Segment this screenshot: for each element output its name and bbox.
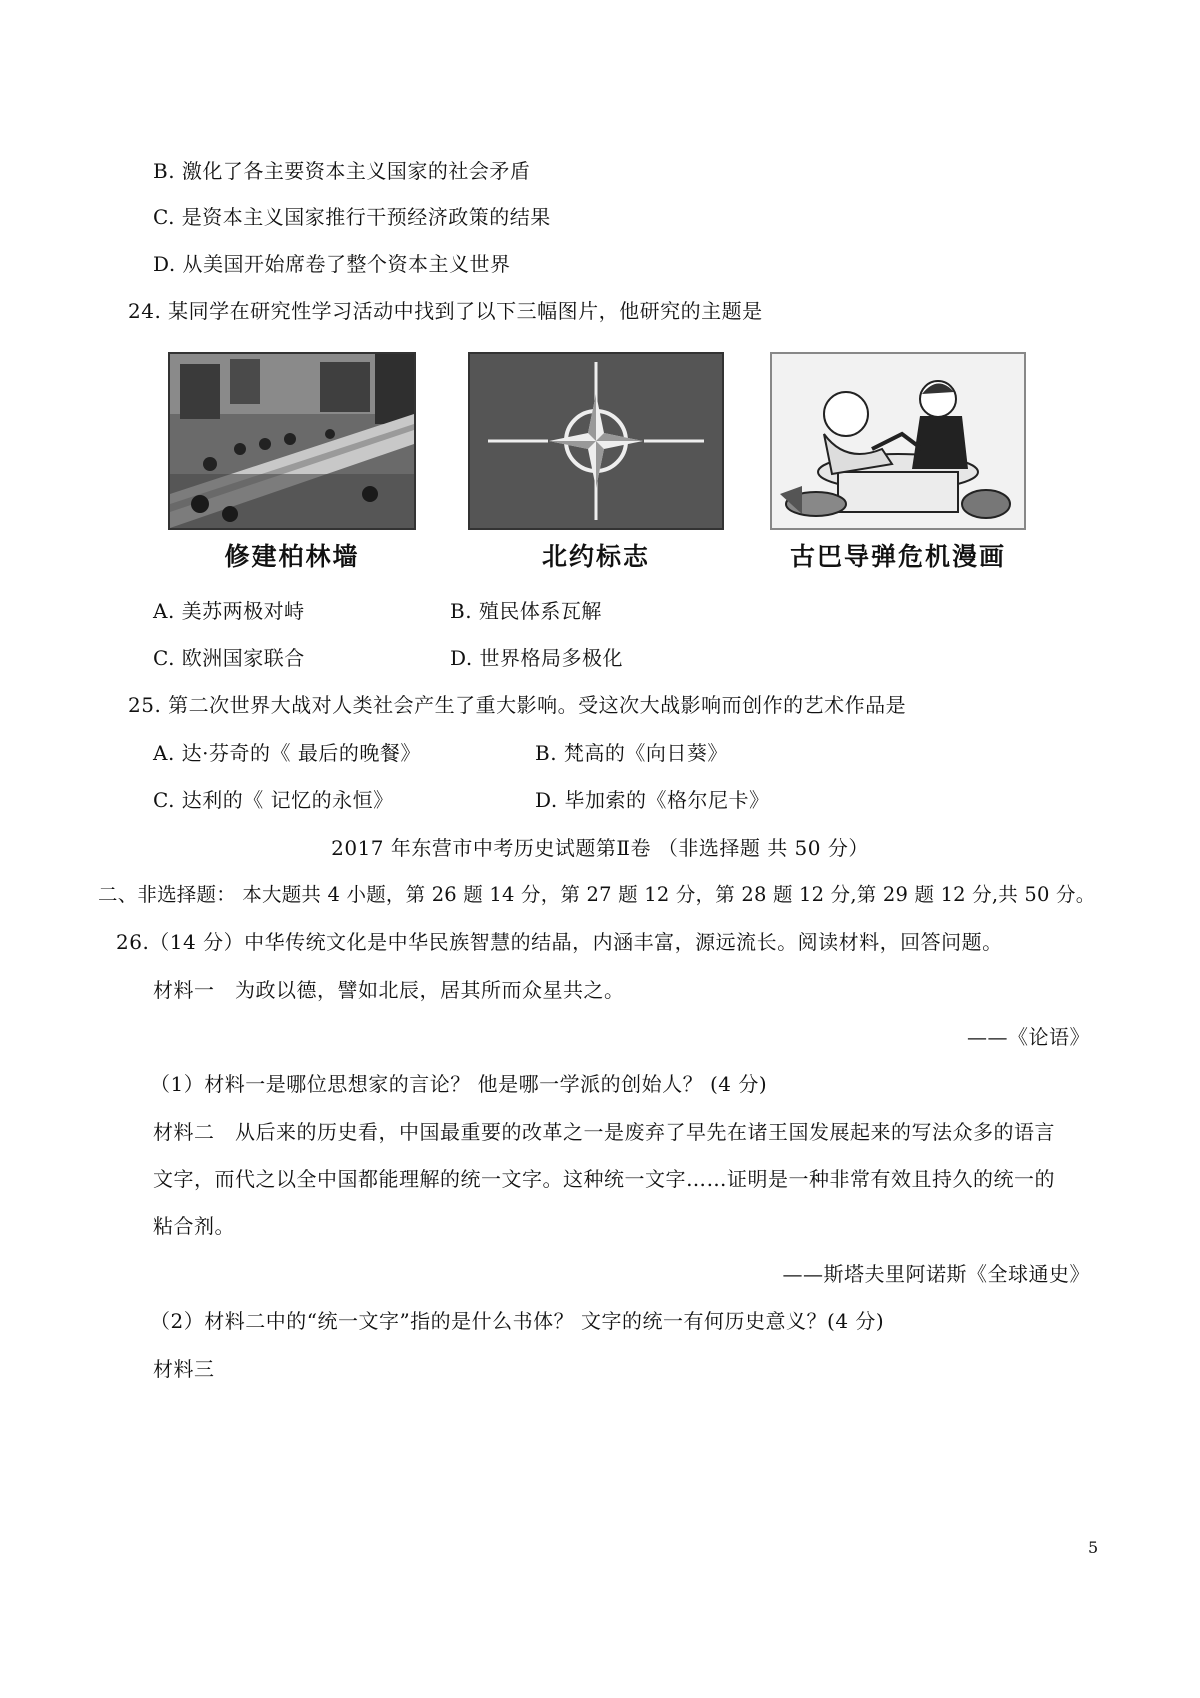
q26-material-1: 材料一 为政以德，譬如北辰，居其所而众星共之。	[153, 978, 625, 1002]
q24-stem: 24. 某同学在研究性学习活动中找到了以下三幅图片，他研究的主题是	[128, 299, 763, 323]
q24-option-b: B. 殖民体系瓦解	[450, 599, 602, 623]
q26-material-3-label: 材料三	[153, 1357, 215, 1381]
figure-berlin-wall	[168, 352, 416, 577]
q25-option-b: B. 梵高的《向日葵》	[535, 741, 728, 765]
figure-caption-berlin-wall: 修建柏林墙	[224, 542, 360, 571]
figure-caption-nato: 北约标志	[541, 542, 650, 571]
berlin-wall-photo-icon	[168, 352, 416, 530]
q26-material-2-line-2: 文字，而代之以全中国都能理解的统一文字。这种统一文字……证明是一种非常有效且持久的统一的	[153, 1167, 1055, 1191]
q26-material-2-line-3: 粘合剂。	[153, 1214, 235, 1238]
q24-option-a: A. 美苏两极对峙	[153, 599, 305, 623]
arm-wrestling-cartoon-icon	[770, 352, 1026, 530]
q25-option-c: C. 达利的《 记忆的永恒》	[153, 788, 394, 812]
q26-subquestion-1: （1）材料一是哪位思想家的言论？ 他是哪一学派的创始人？ (4 分)	[150, 1072, 768, 1096]
q26-stem: 26.（14 分）中华传统文化是中华民族智慧的结晶，内涵丰富，源远流长。阅读材料，回答问题。	[116, 930, 1003, 954]
q26-material-2-source: ——斯塔夫里阿诺斯《全球通史》	[782, 1262, 1090, 1286]
q24-option-d: D. 世界格局多极化	[450, 646, 624, 670]
q23-option-b: B. 激化了各主要资本主义国家的社会矛盾	[153, 159, 531, 183]
q25-stem: 25. 第二次世界大战对人类社会产生了重大影响。受这次大战影响而创作的艺术作品是	[128, 693, 907, 717]
q24-option-c: C. 欧洲国家联合	[153, 646, 305, 670]
figure-cuban-missile-crisis	[770, 352, 1026, 577]
q23-option-d: D. 从美国开始席卷了整个资本主义世界	[153, 252, 511, 276]
q25-option-d: D. 毕加索的《格尔尼卡》	[535, 788, 770, 812]
q26-material-1-source: ——《论语》	[967, 1025, 1090, 1049]
page-number: 5	[1088, 1538, 1099, 1557]
q23-option-c: C. 是资本主义国家推行干预经济政策的结果	[153, 205, 551, 229]
nato-compass-star-icon	[468, 352, 724, 530]
q26-subquestion-2: （2）材料二中的“统一文字”指的是什么书体？ 文字的统一有何历史意义？(4 分)	[150, 1309, 885, 1333]
q25-option-a: A. 达·芬奇的《 最后的晚餐》	[153, 741, 421, 765]
figure-nato	[468, 352, 724, 577]
section-2-title: 2017 年东营市中考历史试题第Ⅱ卷 （非选择题 共 50 分）	[331, 836, 869, 860]
q26-material-2-line-1: 材料二 从后来的历史看，中国最重要的改革之一是废弃了早先在诸王国发展起来的写法众多的语言	[153, 1120, 1055, 1144]
figure-caption-cuban-missile-crisis: 古巴导弹危机漫画	[789, 542, 1006, 571]
section-2-intro: 二、非选择题： 本大题共 4 小题，第 26 题 14 分，第 27 题 12 分，第 28 题 12 分,第 29 题 12 分,共 50 分。	[98, 883, 1096, 906]
